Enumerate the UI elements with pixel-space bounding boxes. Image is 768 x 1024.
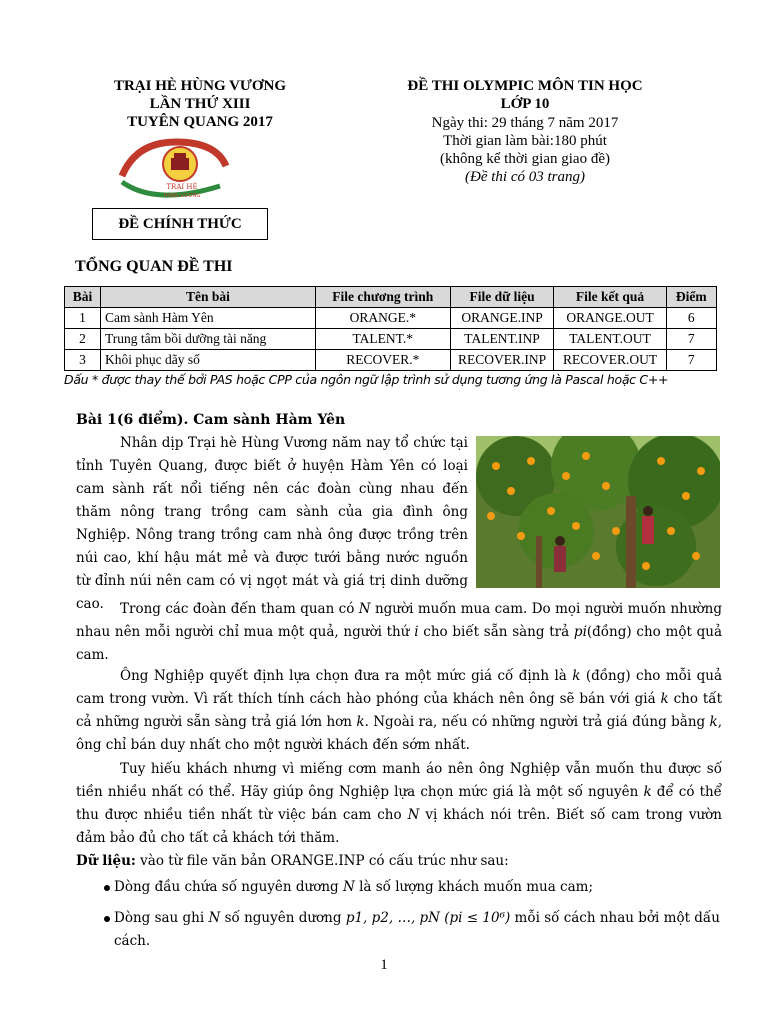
table-cell: RECOVER.OUT: [554, 350, 666, 371]
table-cell: TALENT.OUT: [554, 329, 666, 350]
column-header: File kết quả: [554, 287, 666, 308]
exam-page-count: (Đề thi có 03 trang): [465, 169, 585, 185]
camp-edition: LẦN THỨ XIII: [149, 96, 251, 112]
table-cell: 7: [666, 329, 716, 350]
logo-lettering: TRẠI HÈ: [166, 183, 198, 191]
overview-title: TỔNG QUAN ĐỀ THI: [75, 258, 233, 275]
exam-duration: Thời gian làm bài:180 phút: [443, 133, 607, 149]
file-extension-note: Dấu * được thay thế bởi PAS hoặc CPP của ngôn ngữ lập trình sử dụng tương ứng là Pascal hoặc C++: [64, 372, 669, 387]
overview-table: [64, 286, 717, 371]
problem-paragraph: Trong các đoàn đến tham quan có N người muốn mua cam. Do mọi người muốn nhường nhau nên mỗi người chỉ mua một quả, người thứ i cho biết sẵn sàng trả pi(đồng) cho một quả cam.: [76, 601, 722, 663]
camp-location: TUYÊN QUANG 2017: [127, 114, 273, 130]
official-exam-label: ĐỀ CHÍNH THỨC: [92, 208, 268, 240]
exam-grade: LỚP 10: [500, 96, 550, 112]
column-header: File chương trình: [315, 287, 450, 308]
table-row: [65, 308, 717, 329]
table-cell: Trung tâm bồi dưỡng tài năng: [100, 329, 315, 350]
table-cell: RECOVER.INP: [450, 350, 554, 371]
list-item: Dòng sau ghi N số nguyên dương p1, p2, …, pN (pi ≤ 10⁶) mỗi số cách nhau bởi một dấu cách.: [76, 907, 722, 953]
list-item: Dòng đầu chứa số nguyên dương N là số lượng khách muốn mua cam;: [76, 876, 722, 899]
table-cell: ORANGE.INP: [450, 308, 554, 329]
table-row: [65, 350, 717, 371]
table-cell: 1: [65, 308, 101, 329]
column-header: File dữ liệu: [450, 287, 554, 308]
table-row: [65, 329, 717, 350]
table-cell: 6: [666, 308, 716, 329]
camp-logo: [116, 136, 230, 204]
input-format-list: [76, 876, 722, 961]
orange-orchard-photo: [476, 436, 720, 588]
column-header: Bài: [65, 287, 101, 308]
table-cell: Cam sành Hàm Yên: [100, 308, 315, 329]
camp-name: TRẠI HÈ HÙNG VƯƠNG: [113, 78, 287, 94]
exam-duration-note: (không kể thời gian giao đề): [440, 151, 610, 167]
problem-paragraph: Ông Nghiệp quyết định lựa chọn đưa ra một mức giá cố định là k (đồng) cho mỗi quả cam trong vườn. Vì rất thích tính cách hào phóng của khách nên ông sẽ bán với giá k cho tất cả những người sẵn sàng trả giá lớn hơn k. Ngoài ra, nếu có những người trả giá đúng bằng k, ông chỉ bán duy nhất cho một người khách đến sớm nhất.: [76, 668, 723, 753]
table-cell: TALENT.INP: [450, 329, 554, 350]
input-description: Dữ liệu: vào từ file văn bản ORANGE.INP có cấu trúc như sau:: [76, 853, 509, 869]
table-cell: ORANGE.*: [315, 308, 450, 329]
problem-paragraph: Nhân dịp Trại hè Hùng Vương năm nay tổ chức tại tỉnh Tuyên Quang, được biết ở huyện Hàm Yên có loại cam sành rất nổi tiếng nên các đoàn cùng nhau đến thăm nông trang trồng cam sành của gia đình ông Nghiệp. Nông trang trồng cam nhà ông được trồng trên núi cao, khí hậu mát mẻ và được tưới bằng nước nguồn từ đỉnh núi nên cam có vị ngọt mát và giá trị dinh dưỡng cao.: [76, 435, 468, 612]
table-cell: 7: [666, 350, 716, 371]
table-cell: TALENT.*: [315, 329, 450, 350]
problem-paragraph: Tuy hiếu khách nhưng vì miếng cơm manh áo nên ông Nghiệp vẫn muốn thu được số tiền nhiều nhất có thể. Hãy giúp ông Nghiệp lựa chọn mức giá là một số nguyên k để có thể thu được nhiều tiền nhất từ việc bán cam cho N vị khách nói trên. Biết số cam trong vườn đảm bảo đủ cho tất cả khách tới thăm.: [76, 761, 722, 846]
exam-title: ĐỀ THI OLYMPIC MÔN TIN HỌC: [407, 78, 643, 94]
table-cell: 2: [65, 329, 101, 350]
table-cell: Khôi phục dãy số: [100, 350, 315, 371]
svg-text:HÙNG VƯƠNG: HÙNG VƯƠNG: [163, 193, 201, 199]
column-header: Điểm: [666, 287, 716, 308]
table-cell: RECOVER.*: [315, 350, 450, 371]
table-cell: 3: [65, 350, 101, 371]
problem-title: Bài 1(6 điểm). Cam sành Hàm Yên: [76, 412, 346, 428]
exam-date: Ngày thi: 29 tháng 7 năm 2017: [431, 115, 619, 131]
table-header-row: [65, 287, 717, 308]
table-cell: ORANGE.OUT: [554, 308, 666, 329]
page-number: 1: [380, 957, 388, 973]
column-header: Tên bài: [100, 287, 315, 308]
